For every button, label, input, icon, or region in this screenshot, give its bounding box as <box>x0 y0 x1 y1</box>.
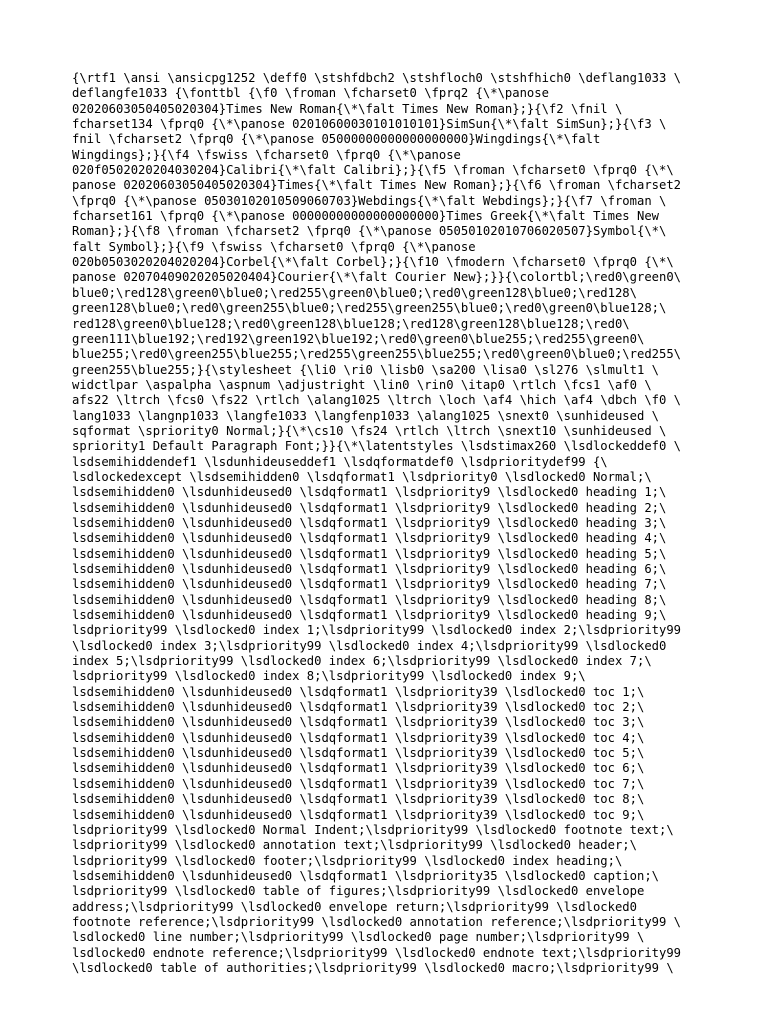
text-line: lsdsemihidden0 \lsdunhideused0 \lsdqformat1 \lsdpriority9 \lsdlocked0 heading 3;\ <box>72 515 667 530</box>
text-line: lsdsemihiddendef1 \lsdunhideuseddef1 \lsdqformatdef0 \lsdprioritydef99 {\ <box>72 454 608 469</box>
text-line: panose 02020603050405020304}Times{\*\falt Times New Roman};}{\f6 \froman \fcharset2 <box>72 178 682 193</box>
text-line: lsdsemihidden0 \lsdunhideused0 \lsdqformat1 \lsdpriority39 \lsdlocked0 toc 8;\ <box>72 792 645 807</box>
text-line: lsdsemihidden0 \lsdunhideused0 \lsdqformat1 \lsdpriority9 \lsdlocked0 heading 1;\ <box>72 485 667 500</box>
text-line: \lsdlocked0 table of authorities;\lsdpriority99 \lsdlocked0 macro;\lsdpriority99 \ <box>72 960 674 975</box>
text-line: lsdsemihidden0 \lsdunhideused0 \lsdqformat1 \lsdpriority9 \lsdlocked0 heading 8;\ <box>72 592 667 607</box>
text-line: lsdsemihidden0 \lsdunhideused0 \lsdqformat1 \lsdpriority9 \lsdlocked0 heading 4;\ <box>72 531 667 546</box>
text-line: afs22 \ltrch \fcs0 \fs22 \rtlch \alang1025 \ltrch \loch \af4 \hich \af4 \dbch \f0 \ <box>72 393 682 408</box>
text-line: spriority1 Default Paragraph Font;}}{\*\latentstyles \lsdstimax260 \lsdlockeddef0 \ <box>72 439 682 454</box>
text-line: deflangfe1033 {\fonttbl {\f0 \froman \fcharset0 \fprq2 {\*\panose <box>72 86 549 101</box>
text-line: Roman};}{\f8 \froman \fcharset2 \fprq0 {\*\panose 05050102010706020507}Symbol{\*\ <box>72 224 667 239</box>
text-line: widctlpar \aspalpha \aspnum \adjustright \lin0 \rin0 \itap0 \rtlch \fcs1 \af0 \ <box>72 377 652 392</box>
text-line: address;\lsdpriority99 \lsdlocked0 envelope return;\lsdpriority99 \lsdlocked0 <box>72 899 637 914</box>
text-line: lsdsemihidden0 \lsdunhideused0 \lsdqformat1 \lsdpriority39 \lsdlocked0 toc 4;\ <box>72 730 645 745</box>
text-line: 02020603050405020304}Times New Roman{\*\falt Times New Roman};}{\f2 \fnil \ <box>72 101 623 116</box>
text-line: index 5;\lsdpriority99 \lsdlocked0 index 6;\lsdpriority99 \lsdlocked0 index 7;\ <box>72 654 652 669</box>
text-line: {\rtf1 \ansi \ansicpg1252 \deff0 \stshfdbch2 \stshfloch0 \stshfhich0 \deflang1033 \ <box>72 71 682 85</box>
text-line: blue255;\red0\green255\blue255;\red255\green255\blue255;\red0\green0\blue0;\red255\ <box>72 347 682 362</box>
text-line: lsdpriority99 \lsdlocked0 table of figures;\lsdpriority99 \lsdlocked0 envelope <box>72 884 645 899</box>
text-line: lsdsemihidden0 \lsdunhideused0 \lsdqformat1 \lsdpriority39 \lsdlocked0 toc 1;\ <box>72 684 645 699</box>
text-line: lsdsemihidden0 \lsdunhideused0 \lsdqformat1 \lsdpriority39 \lsdlocked0 toc 9;\ <box>72 807 645 822</box>
text-line: lsdsemihidden0 \lsdunhideused0 \lsdqformat1 \lsdpriority39 \lsdlocked0 toc 2;\ <box>72 700 645 715</box>
text-line: lsdsemihidden0 \lsdunhideused0 \lsdqformat1 \lsdpriority9 \lsdlocked0 heading 2;\ <box>72 500 667 515</box>
text-line: footnote reference;\lsdpriority99 \lsdlocked0 annotation reference;\lsdpriority99 \ <box>72 914 682 929</box>
text-line: fcharset161 \fprq0 {\*\panose 00000000000000000000}Times Greek{\*\falt Times New <box>72 209 659 224</box>
text-line: green255\blue255;}{\stylesheet {\li0 \ri0 \lisb0 \sa200 \lisa0 \sl276 \slmult1 \ <box>72 362 659 377</box>
text-line: lsdpriority99 \lsdlocked0 Normal Indent;\lsdpriority99 \lsdlocked0 footnote text;\ <box>72 822 674 837</box>
rtf-source-text <box>72 71 712 976</box>
text-line: Wingdings};}{\f4 \fswiss \fcharset0 \fprq0 {\*\panose <box>72 147 461 162</box>
text-line: lsdsemihidden0 \lsdunhideused0 \lsdqformat1 \lsdpriority9 \lsdlocked0 heading 9;\ <box>72 608 667 623</box>
text-line: red128\green0\blue128;\red0\green128\blue128;\red128\green128\blue128;\red0\ <box>72 316 630 331</box>
text-line: panose 02070409020205020404}Courier{\*\falt Courier New};}}{\colortbl;\red0\green0\ <box>72 270 682 285</box>
text-line: green111\blue192;\red192\green192\blue192;\red0\green0\blue255;\red255\green0\ <box>72 331 645 346</box>
text-line: falt Symbol};}{\f9 \fswiss \fcharset0 \fprq0 {\*\panose <box>72 239 476 254</box>
text-line: lsdsemihidden0 \lsdunhideused0 \lsdqformat1 \lsdpriority39 \lsdlocked0 toc 5;\ <box>72 746 645 761</box>
text-line: blue0;\red128\green0\blue0;\red255\green0\blue0;\red0\green128\blue0;\red128\ <box>72 285 637 300</box>
text-line: lsdlocked0 endnote reference;\lsdpriority99 \lsdlocked0 endnote text;\lsdpriority99 <box>72 945 682 960</box>
text-line: \lsdlocked0 index 3;\lsdpriority99 \lsdlocked0 index 4;\lsdpriority99 \lsdlocked0 <box>72 638 667 653</box>
text-line: lsdsemihidden0 \lsdunhideused0 \lsdqformat1 \lsdpriority39 \lsdlocked0 toc 7;\ <box>72 776 645 791</box>
text-line: lsdpriority99 \lsdlocked0 footer;\lsdpriority99 \lsdlocked0 index heading;\ <box>72 853 623 868</box>
text-line: lang1033 \langnp1033 \langfe1033 \langfenp1033 \alang1025 \snext0 \sunhideused \ <box>72 408 659 423</box>
text-line: fcharset134 \fprq0 {\*\panose 02010600030101010101}SimSun{\*\falt SimSun};}{\f3 \ <box>72 117 667 132</box>
text-line: lsdsemihidden0 \lsdunhideused0 \lsdqformat1 \lsdpriority9 \lsdlocked0 heading 7;\ <box>72 577 667 592</box>
text-line: lsdlockedexcept \lsdsemihidden0 \lsdqformat1 \lsdpriority0 \lsdlocked0 Normal;\ <box>72 469 652 484</box>
text-line: fnil \fcharset2 \fprq0 {\*\panose 05000000000000000000}Wingdings{\*\falt <box>72 132 601 147</box>
text-line: lsdsemihidden0 \lsdunhideused0 \lsdqformat1 \lsdpriority9 \lsdlocked0 heading 5;\ <box>72 546 667 561</box>
text-line: lsdsemihidden0 \lsdunhideused0 \lsdqformat1 \lsdpriority35 \lsdlocked0 caption;\ <box>72 868 659 883</box>
text-line: lsdpriority99 \lsdlocked0 annotation text;\lsdpriority99 \lsdlocked0 header;\ <box>72 838 637 853</box>
text-line: lsdlocked0 line number;\lsdpriority99 \lsdlocked0 page number;\lsdpriority99 \ <box>72 930 645 945</box>
text-line: sqformat \spriority0 Normal;}{\*\cs10 \fs24 \rtlch \ltrch \snext10 \sunhideused \ <box>72 423 667 438</box>
text-line: lsdpriority99 \lsdlocked0 index 8;\lsdpriority99 \lsdlocked0 index 9;\ <box>72 669 586 684</box>
text-line: \fprq0 {\*\panose 05030102010509060703}Webdings{\*\falt Webdings};}{\f7 \froman \ <box>72 193 667 208</box>
text-line: 020b0503020204020204}Corbel{\*\falt Corbel};}{\f10 \fmodern \fcharset0 \fprq0 {\*\ <box>72 255 674 270</box>
text-line: lsdpriority99 \lsdlocked0 index 1;\lsdpriority99 \lsdlocked0 index 2;\lsdpriority99 <box>72 623 682 638</box>
text-line: lsdsemihidden0 \lsdunhideused0 \lsdqformat1 \lsdpriority9 \lsdlocked0 heading 6;\ <box>72 562 667 576</box>
text-line: green128\blue0;\red0\green255\blue0;\red255\green255\blue0;\red0\green0\blue128;\ <box>72 301 667 316</box>
text-line: lsdsemihidden0 \lsdunhideused0 \lsdqformat1 \lsdpriority39 \lsdlocked0 toc 6;\ <box>72 761 645 776</box>
text-line: lsdsemihidden0 \lsdunhideused0 \lsdqformat1 \lsdpriority39 \lsdlocked0 toc 3;\ <box>72 715 645 730</box>
text-line: 020f0502020204030204}Calibri{\*\falt Calibri};}{\f5 \froman \fcharset0 \fprq0 {\*\ <box>72 163 674 178</box>
